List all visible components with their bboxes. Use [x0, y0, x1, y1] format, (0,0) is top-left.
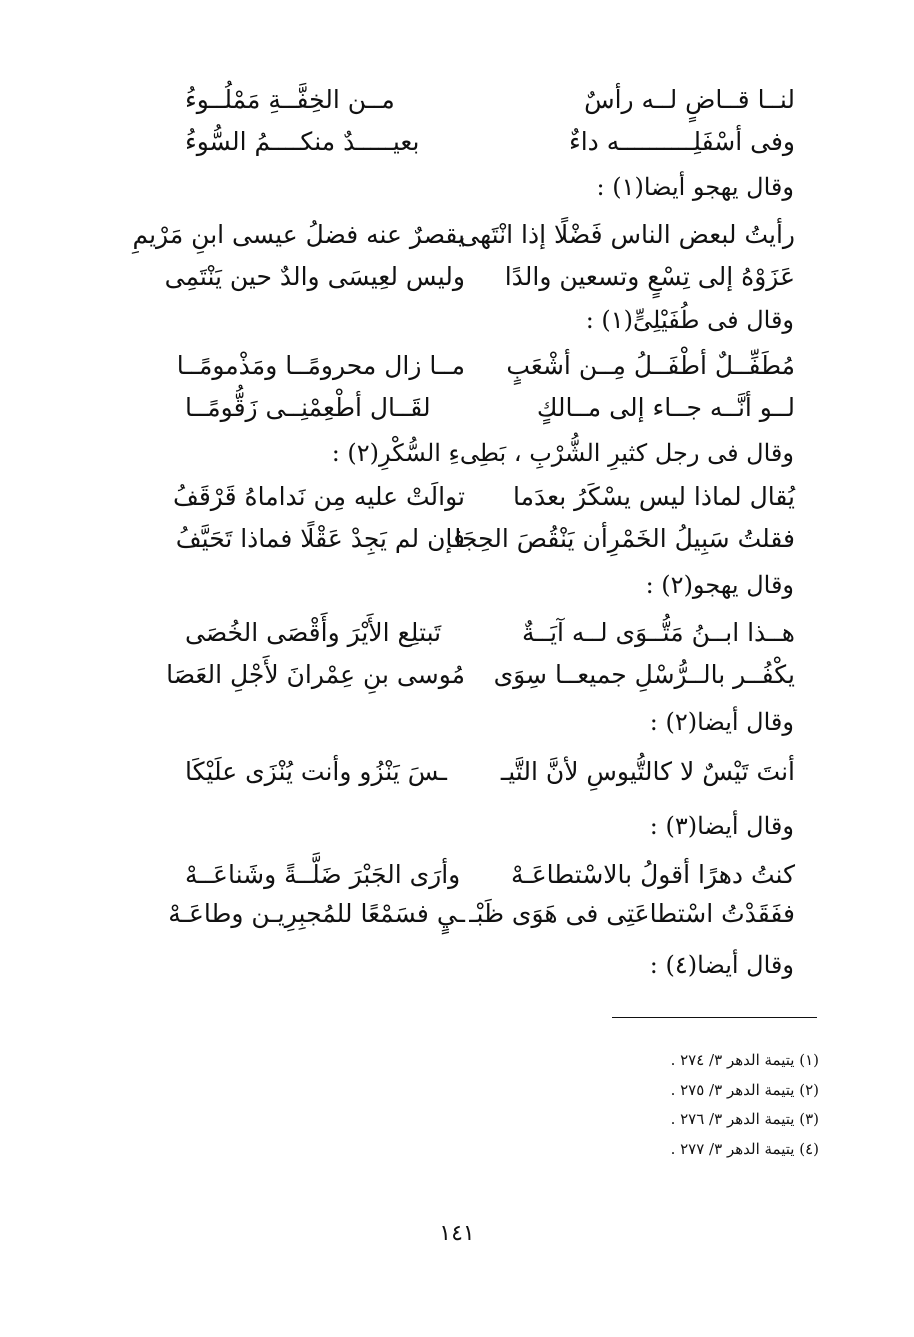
verse-first-hemistich: لنــا قــاضٍ لــه رأسٌ	[584, 85, 795, 114]
footnote-separator	[612, 1017, 817, 1018]
footnote: (٢) يتيمة الدهر ٣/ ٢٧٥ .	[670, 1081, 819, 1099]
verse-line	[185, 80, 795, 120]
verse-second-hemistich: لقَــال أطْعِمْنِــى زَقُّومًــا	[185, 393, 431, 422]
verse-first-hemistich: عَزَوْهُ إلى تِسْعٍ وتسعين والدًا	[504, 262, 795, 291]
verse-first-hemistich: هــذا ابــنُ مَتُّــوَى لــه آيَــةٌ	[522, 618, 795, 647]
verse-first-hemistich: وفى أسْفَلِــــــــــه داءٌ	[568, 127, 795, 156]
verse-first-hemistich: يكْفُــر بالــرُّسْلِ جميعــا سِوَى	[493, 660, 795, 689]
verse-second-hemistich: ـيٍ فسَمْعًا للمُجبِرِيـن وطاعَـهْ	[168, 899, 465, 928]
verse-line	[185, 613, 795, 653]
verse-line	[172, 477, 795, 517]
verse-line	[164, 257, 795, 297]
verse-second-hemistich: فإن لم يَجِدْ عَقْلًا فماذا تَحَيَّفُ	[175, 524, 465, 553]
verse-first-hemistich: مُطَفِّــلٌ أطْفَــلُ مِــن أشْعَبٍ	[506, 351, 795, 380]
verse-first-hemistich: رأيتُ لبعض الناس فَضْلًا إذا انْتَهى	[459, 220, 795, 249]
verse-line	[185, 855, 795, 895]
verse-line	[185, 388, 795, 428]
verse-second-hemistich: وأرَى الجَبْرَ ضَلَّــةً وشَناعَــهْ	[185, 860, 461, 889]
poem-introduction: وقال أيضا(٢) :	[649, 708, 794, 736]
poem-introduction: وقال أيضا(٣) :	[649, 812, 794, 840]
verse-first-hemistich: فقلتُ سَبِيلُ الخَمْرِأن يَنْقُصَ الحِجَا	[454, 524, 795, 553]
verse-line	[185, 752, 795, 792]
verse-second-hemistich: مــا زال محرومًــا ومَذْمومًــا	[176, 351, 465, 380]
verse-second-hemistich: ـسَ يَنْزُو وأنت يُنْزَى علَيْكَا	[185, 757, 447, 786]
verse-second-hemistich: توالَتْ عليه مِن نَداماهُ قَرْقَفُ	[172, 482, 465, 511]
verse-line	[132, 215, 795, 255]
footnote: (٣) يتيمة الدهر ٣/ ٢٧٦ .	[670, 1110, 819, 1128]
verse-line	[166, 655, 795, 695]
verse-first-hemistich: كنتُ دهرًا أقولُ بالاسْتطاعَـهْ	[511, 860, 795, 889]
verse-line	[185, 122, 795, 162]
verse-second-hemistich: وليس لعِيسَى والدٌ حين يَنْتَمِى	[164, 262, 465, 291]
verse-second-hemistich: مــن الخِفَّــةِ مَمْلُــوءُ	[185, 85, 395, 114]
footnote: (١) يتيمة الدهر ٣/ ٢٧٤ .	[670, 1051, 819, 1069]
poem-introduction: وقال فى رجل كثيرِ الشُّرْبِ ، بَطِىءِ السُّكْرِ(٢) :	[331, 439, 794, 467]
verse-line	[175, 519, 795, 559]
poem-introduction: وقال فى طُفَيْلِىٍّ(١) :	[585, 306, 794, 334]
poem-introduction: وقال يهجو(٢) :	[645, 571, 794, 599]
verse-first-hemistich: يُقال لماذا ليس يسْكَرُ بعدَما	[513, 482, 795, 511]
verse-first-hemistich: ففَقَدْتُ اسْتطاعَتِى فى هَوَى ظَبْـ	[469, 899, 795, 928]
verse-line	[168, 894, 795, 934]
verse-second-hemistich: يقصرٌ عنه فضلُ عيسى ابنِ مَرْيمِ	[132, 220, 465, 249]
verse-first-hemistich: لــو أنَّــه جــاء إلى مــالكٍ	[536, 393, 795, 422]
page-number: ١٤١	[439, 1221, 475, 1246]
poem-introduction: وقال أيضا(٤) :	[649, 951, 794, 979]
verse-second-hemistich: بعيـــــدٌ منكــــمُ السُّوءُ	[185, 127, 420, 156]
poem-introduction: وقال يهجو أيضا(١) :	[596, 173, 794, 201]
verse-second-hemistich: مُوسى بنِ عِمْرانَ لأَجْلِ العَصَا	[166, 660, 465, 689]
verse-first-hemistich: أنتَ تَيْسٌ لا كالتُّيوسِ لأنَّ التَّيـ	[500, 757, 795, 786]
footnote: (٤) يتيمة الدهر ٣/ ٢٧٧ .	[670, 1140, 819, 1158]
verse-line	[176, 346, 795, 386]
verse-second-hemistich: تَبتلِع الأَيْرَ وأَقْصَى الخُصَى	[185, 618, 442, 647]
